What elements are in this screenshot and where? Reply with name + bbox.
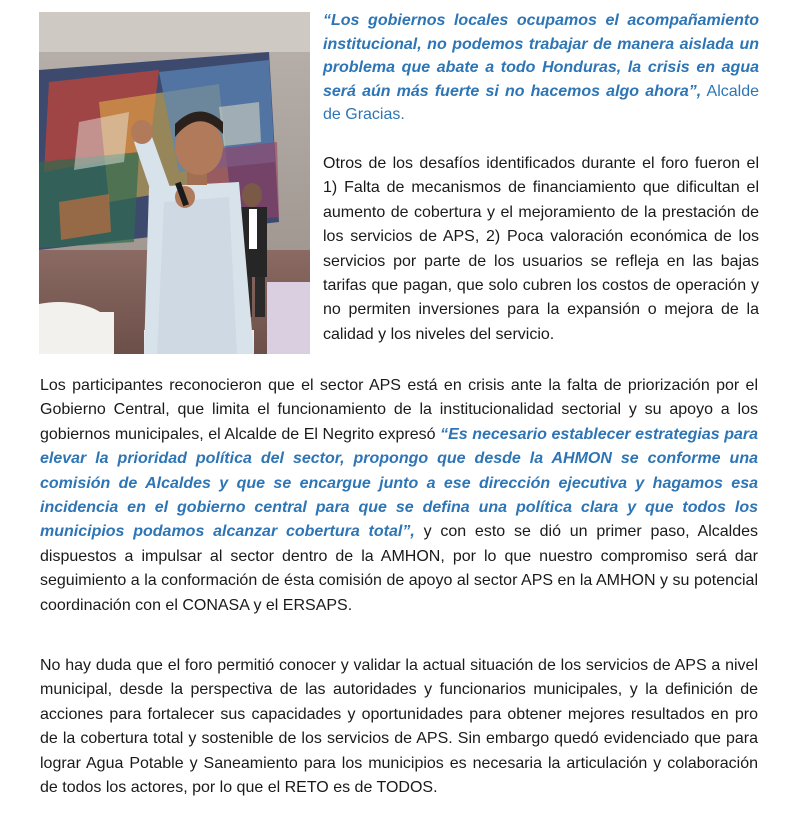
- top-text-column: [323, 9, 759, 347]
- speaker-photo: [39, 12, 310, 354]
- quote-mayor-gracias: [323, 9, 759, 127]
- paragraph-participants-intro: Los participantes reconocieron que el sector APS está en crisis ante la falta de priorización por el Gobierno Central, que limita el funcionamiento de la institucionalidad sectorial y su apoyo a los gobiernos municipales, el Alcalde de El Negrito expresó: [40, 377, 758, 443]
- quote-text: “Los gobiernos locales ocupamos el acompañamiento institucional, no podemos trabajar de manera aislada un problema que abate a todo Honduras, la crisis en agua será aún más fuerte si no hacemos algo ahora”,: [323, 12, 759, 100]
- paragraph-participants: [40, 374, 758, 618]
- paragraph-conclusion: No hay duda que el foro permitió conocer y validar la actual situación de los servicios de APS a nivel municipal, desde la perspectiva de las autoridades y funcionarios municipales, y la definición de acciones para fortalecer sus capacidades y oportunidades para obtener mejores resultados en pro de la cobertura total y sostenible de los servicios de APS. Sin embargo quedó evidenciado que para lograr Agua Potable y Saneamiento para los municipios es necesaria la articulación y colaboración de todos los actores, por lo que el RETO es de TODOS.: [40, 657, 758, 797]
- paragraph-challenges: Otros de los desafíos identificados durante el foro fueron el 1) Falta de mecanismos de financiamiento que dificultan el aumento de cobertura y el mejoramiento de la prestación de los servicios de APS, 2) Poca valoración económica de los servicios por parte de los usuarios se refleja en las bajas tarifas que pagan, que solo cubren los costos de operación y no permiten inversiones para la expansión o mejora de la calidad y los niveles del servicio.: [323, 154, 759, 343]
- speaker-photo-illustration: [39, 12, 310, 354]
- quote-attribution: Alcalde de Gracias.: [323, 82, 759, 124]
- paragraph-participants-outro: y con esto se dió un primer paso, Alcaldes dispuestos a impulsar al sector dentro de la AMHON, por lo que nuestro compromiso será dar seguimiento a la conformación de ésta comisión de apoyo al sector APS en la AMHON y su potencial coordinación con el CONASA y el ERSAPS.: [40, 523, 759, 614]
- quote-mayor-el-negrito: “Es necesario establecer estrategias para elevar la prioridad política del sector, propongo que desde la AHMON se conforme una comisión de Alcaldes y que se encargue junto a ese dirección ejecutiva y hagamos esa incidencia en el gobierno central para que se defina una política clara y que todos los municipios podamos alcanzar cobertura total”,: [40, 425, 759, 541]
